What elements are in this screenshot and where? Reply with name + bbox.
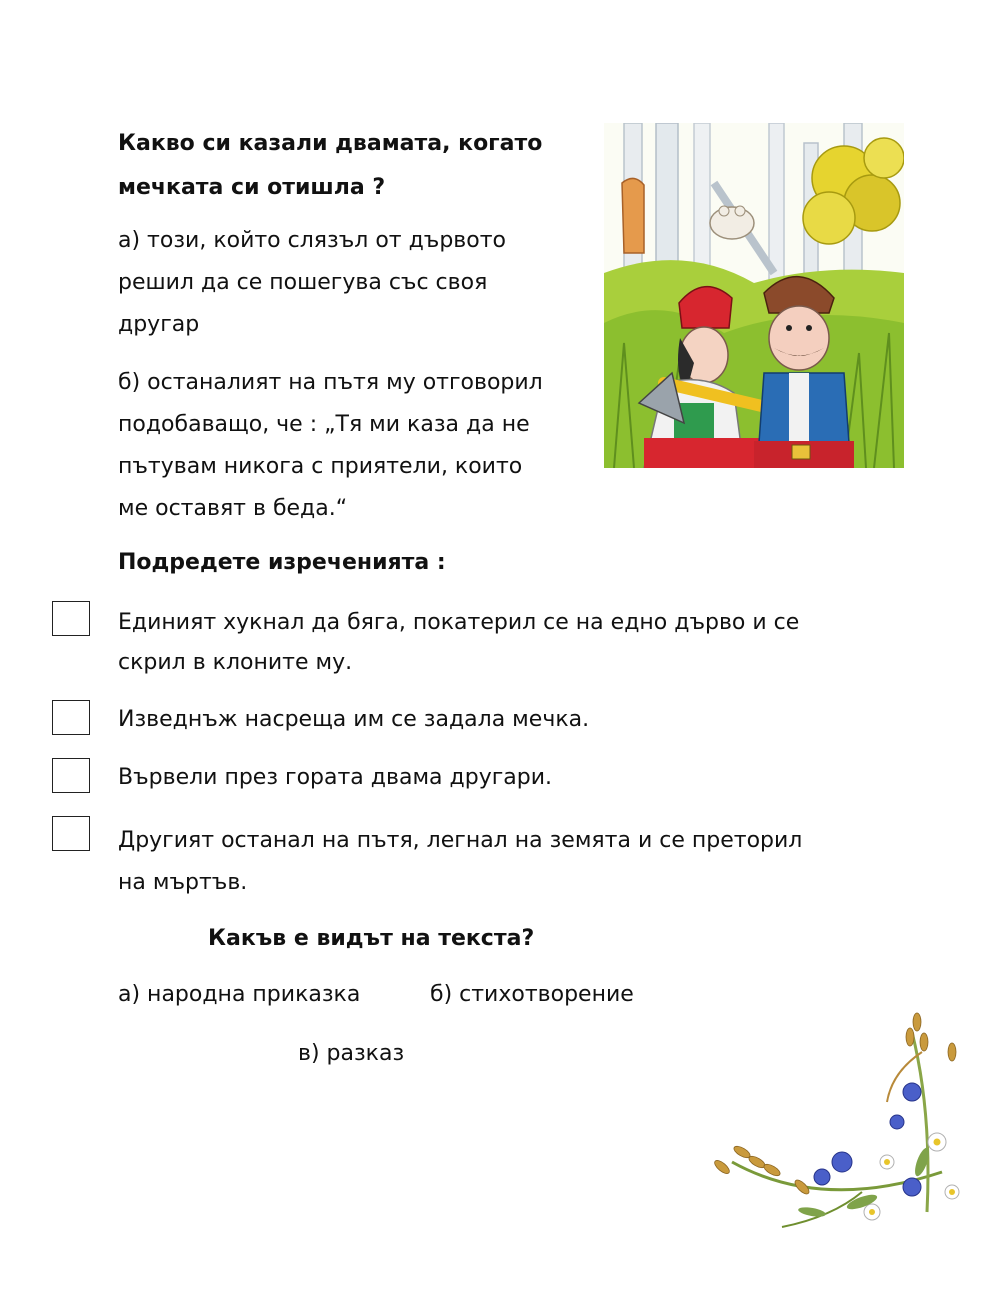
sentence-4 [118,820,802,904]
option-a-line-1: а) този, който слязъл от дървото [118,228,507,253]
order-checkbox-1[interactable] [52,601,90,636]
sentence-1 [118,603,799,683]
sentence-1-line-2: скрил в клоните му. [118,650,353,675]
sentence-1-line-1: Единият хукнал да бяга, покатерил се на едно дърво и се [118,610,800,635]
order-checkbox-3[interactable] [52,758,90,793]
order-heading: Подредете изреченията : [118,550,446,575]
question-title [118,122,542,210]
option-b-line-3: пътувам никога с приятели, които [118,454,523,479]
flower-decoration [712,1012,980,1244]
order-checkbox-2[interactable] [52,700,90,735]
option-b-line-1: б) останалият на пътя му отговорил [118,370,543,395]
order-checkbox-4[interactable] [52,816,90,851]
type-question: Какъв е видът на текста? [208,926,535,951]
forest-illustration [604,123,904,468]
option-a [118,220,506,346]
question-line-1: Какво си казали двамата, когато [118,131,543,156]
sentence-4-line-2: на мъртъв. [118,870,248,895]
answer-a: а) народна приказка [118,982,361,1007]
option-b-line-4: ме оставят в беда.“ [118,496,348,521]
option-a-line-3: другар [118,312,200,337]
answer-b: б) стихотворение [430,982,634,1007]
sentence-4-line-1: Другият останал на пътя, легнал на земята и се преторил [118,828,803,853]
question-line-2: мечката си отишла ? [118,175,386,200]
answer-c: в) разказ [298,1041,405,1066]
option-b [118,362,543,530]
sentence-3: Вървели през гората двама другари. [118,765,553,790]
sentence-2: Изведнъж насреща им се задала мечка. [118,707,590,732]
option-b-line-2: подобаващо, че : „Тя ми каза да не [118,412,530,437]
option-a-line-2: решил да се пошегува със своя [118,270,488,295]
